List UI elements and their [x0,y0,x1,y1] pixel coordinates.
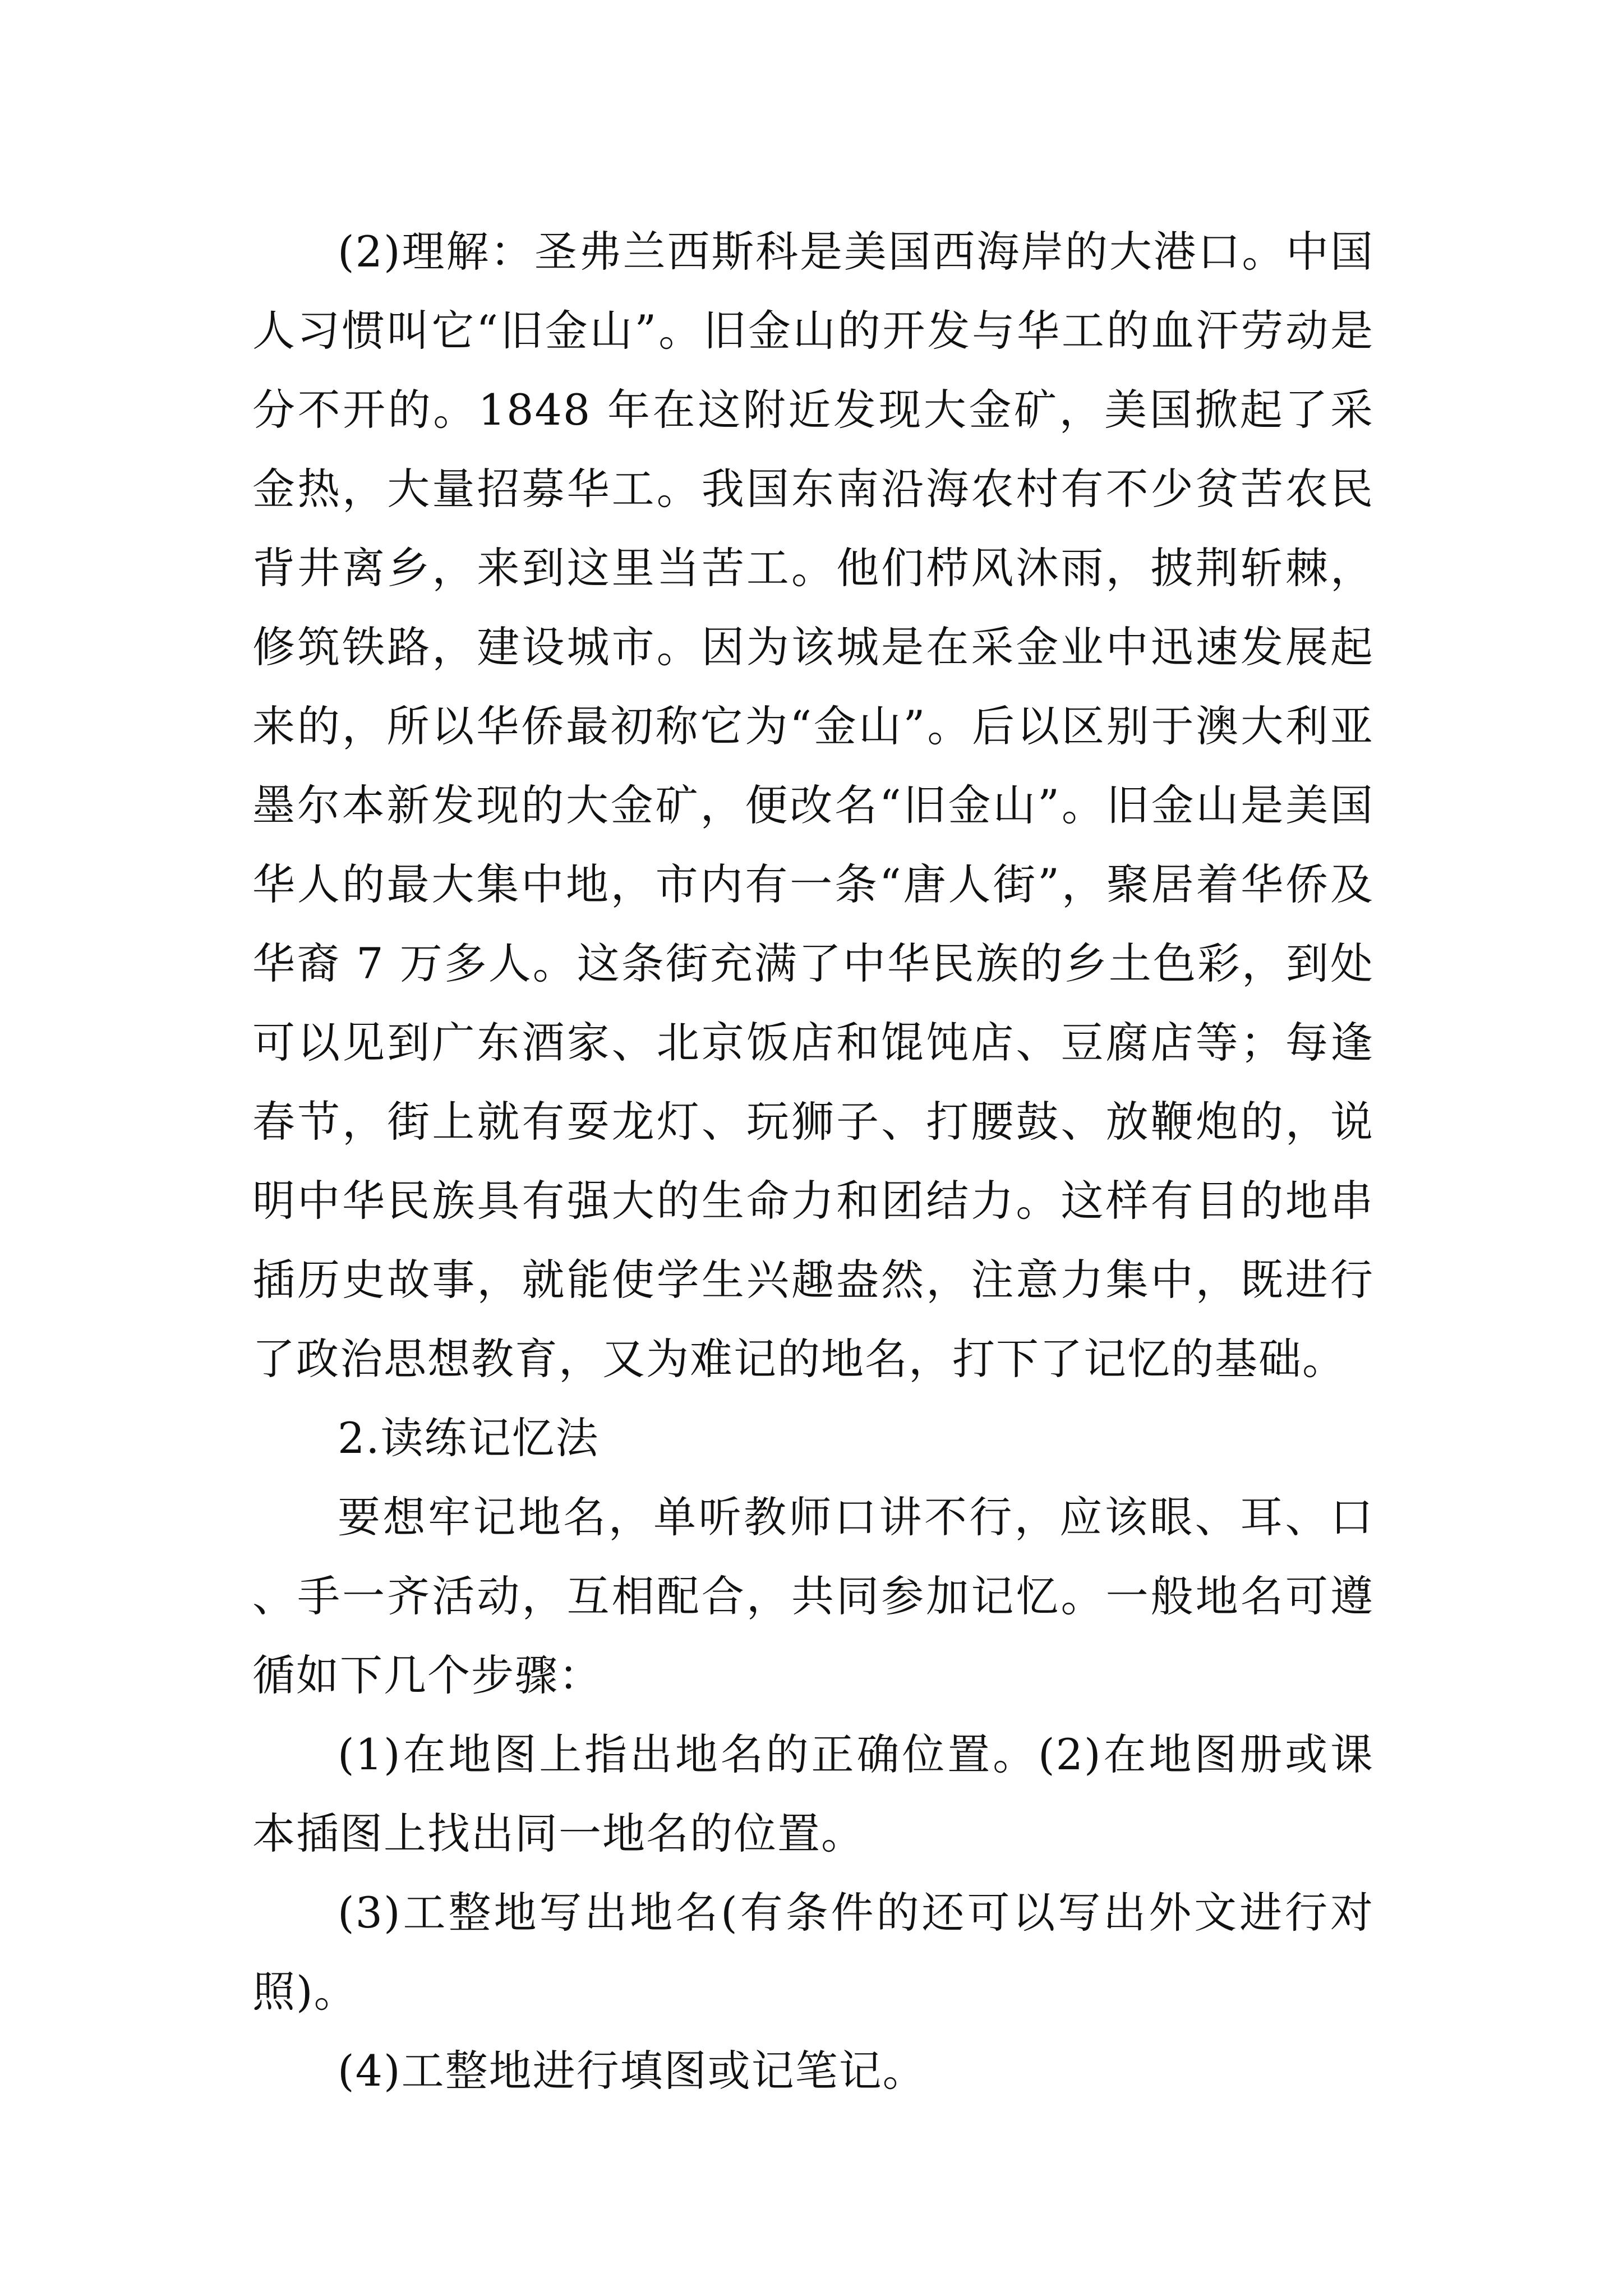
body-text [252,212,1374,2110]
paragraph-step-4: (4)工整地进行填图或记笔记。 [338,2046,926,2096]
paragraph-intro-steps: 要想牢记地名，单听教师口讲不行，应该眼、耳、口、手一齐活动，互相配合，共同参加记忆。一般地名可遵循如下几个步骤： [252,1492,1374,1700]
section-heading-reading-practice: 2.读练记忆法 [338,1413,600,1463]
paragraph-step-1-2: (1)在地图上指出地名的正确位置。(2)在地图册或课本插图上找出同一地名的位置。 [252,1729,1374,1858]
paragraph-step-3: (3)工整地写出地名(有条件的还可以写出外文进行对照)。 [252,1888,1374,2017]
paragraph-understanding: (2)理解：圣弗兰西斯科是美国西海岸的大港口。中国人习惯叫它“旧金山”。旧金山的开发与华工的血汗劳动是分不开的。1848 年在这附近发现大金矿，美国掀起了采金热，大量招募华工。我国东南沿海农村有不少贫苦农民背井离乡，来到这里当苦工。他们栉风沐雨，披荆斩棘，修筑铁路，建设城市。因为该城是在采金业中迅速发展起来的，所以华侨最初称它为“金山”。后以区别于澳大利亚墨尔本新发现的大金矿，便改名“旧金山”。旧金山是美国华人的最大集中地，市内有一条“唐人街”，聚居着华侨及华裔 7 万多人。这条街充满了中华民族的乡土色彩，到处可以见到广东酒家、北京饭店和馄饨店、豆腐店等；每逢春节，街上就有耍龙灯、玩狮子、打腰鼓、放鞭炮的，说明中华民族具有强大的生命力和团结力。这样有目的地串插历史故事，就能使学生兴趣盎然，注意力集中，既进行了政治思想教育，又为难记的地名，打下了记忆的基础。 [252,227,1374,1384]
